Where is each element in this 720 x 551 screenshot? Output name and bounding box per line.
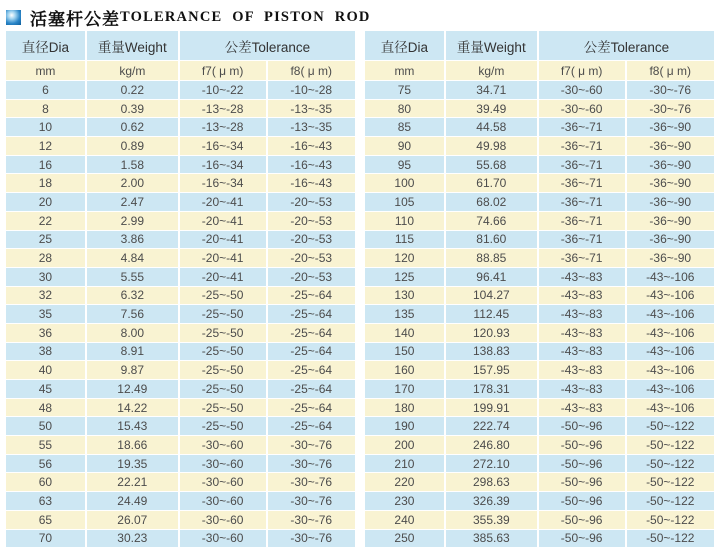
col-header-tolerance: 公差Tolerance [539,31,714,60]
table-cell: 250 [365,530,444,548]
table-cell: -43~-83 [539,380,625,398]
table-cell: -43~-106 [627,287,714,305]
table-row [365,287,714,305]
table-cell: 44.58 [446,118,537,136]
table-cell: -43~-83 [539,305,625,323]
table-cell: 190 [365,417,444,435]
table-cell: 80 [365,100,444,118]
table-cell: 40 [6,361,85,379]
table-cell: -20~-53 [268,268,355,286]
table-cell: 45 [6,380,85,398]
table-cell: -36~-90 [627,174,714,192]
table-cell: -30~-60 [180,473,266,491]
table-cell: -25~-50 [180,417,266,435]
table-cell: 48 [6,399,85,417]
table-cell: -25~-64 [268,399,355,417]
table-cell: -20~-53 [268,231,355,249]
table-row [365,361,714,379]
table-cell: -20~-53 [268,212,355,230]
table-row [6,268,355,286]
table-cell: 120 [365,249,444,267]
unit-kg-m: kg/m [87,61,178,80]
table-cell: 8.91 [87,343,178,361]
table-cell: 24.49 [87,492,178,510]
table-row [6,287,355,305]
table-cell: 81.60 [446,231,537,249]
table-cell: 22 [6,212,85,230]
table-cell: -43~-106 [627,380,714,398]
table-cell: 120.93 [446,324,537,342]
table-cell: 12.49 [87,380,178,398]
table-cell: -43~-83 [539,343,625,361]
table-cell: 135 [365,305,444,323]
table-row [365,268,714,286]
table-cell: 56 [6,455,85,473]
table-cell: -30~-60 [180,455,266,473]
table-cell: 15.43 [87,417,178,435]
table-row [6,343,355,361]
table-cell: -16~-43 [268,137,355,155]
table-cell: 3.86 [87,231,178,249]
table-cell: -20~-53 [268,249,355,267]
table-cell: 36 [6,324,85,342]
table-cell: -50~-96 [539,511,625,529]
table-row [6,137,355,155]
table-row [6,231,355,249]
table-cell: -30~-60 [180,511,266,529]
table-cell: -43~-83 [539,268,625,286]
table-cell: 16 [6,156,85,174]
table-row [365,231,714,249]
page-title-zh: 活塞杆公差 [30,9,120,29]
table-cell: 14.22 [87,399,178,417]
table-cell: -20~-53 [268,193,355,211]
table-cell: -50~-122 [627,436,714,454]
table-cell: 246.80 [446,436,537,454]
table-cell: 210 [365,455,444,473]
table-cell: -25~-50 [180,361,266,379]
table-cell: 150 [365,343,444,361]
unit-row [365,61,714,80]
table-cell: -43~-106 [627,305,714,323]
table-cell: 110 [365,212,444,230]
col-header-tolerance: 公差Tolerance [180,31,355,60]
table-cell: -36~-90 [627,118,714,136]
table-cell: 49.98 [446,137,537,155]
table-cell: -36~-90 [627,193,714,211]
table-cell: 104.27 [446,287,537,305]
table-cell: -25~-64 [268,324,355,342]
table-cell: 55 [6,436,85,454]
table-cell: 385.63 [446,530,537,548]
table-cell: -13~-28 [180,100,266,118]
table-cell: -20~-41 [180,249,266,267]
table-cell: -50~-96 [539,473,625,491]
table-cell: -16~-43 [268,174,355,192]
table-cell: 10 [6,118,85,136]
table-cell: 355.39 [446,511,537,529]
table-row [6,174,355,192]
table-cell: -25~-50 [180,399,266,417]
table-cell: 30.23 [87,530,178,548]
table-row [6,156,355,174]
table-cell: -36~-71 [539,156,625,174]
table-cell: 39.49 [446,100,537,118]
table-cell: -43~-83 [539,287,625,305]
table-cell: -36~-71 [539,193,625,211]
table-cell: -36~-90 [627,249,714,267]
table-cell: 95 [365,156,444,174]
table-row [365,511,714,529]
table-cell: 61.70 [446,174,537,192]
table-row [365,156,714,174]
unit-kg-m: kg/m [446,61,537,80]
table-cell: 19.35 [87,455,178,473]
table-cell: 20 [6,193,85,211]
table-cell: -25~-64 [268,287,355,305]
table-row [365,212,714,230]
table-cell: -16~-43 [268,156,355,174]
table-cell: -36~-90 [627,156,714,174]
table-row [6,455,355,473]
table-cell: 157.95 [446,361,537,379]
table-cell: -30~-60 [539,100,625,118]
table-cell: -43~-106 [627,268,714,286]
table-cell: -25~-64 [268,343,355,361]
unit-f7: f7( μ m) [539,61,625,80]
table-cell: 70 [6,530,85,548]
table-cell: -25~-50 [180,343,266,361]
table-cell: 32 [6,287,85,305]
table-cell: -50~-122 [627,417,714,435]
table-cell: 105 [365,193,444,211]
table-cell: 170 [365,380,444,398]
table-cell: 140 [365,324,444,342]
table-cell: -16~-34 [180,174,266,192]
table-row [365,492,714,510]
table-cell: 100 [365,174,444,192]
table-row [365,174,714,192]
table-cell: 85 [365,118,444,136]
table-cell: -50~-96 [539,436,625,454]
table-cell: 115 [365,231,444,249]
table-cell: -13~-35 [268,100,355,118]
table-cell: 22.21 [87,473,178,491]
unit-f8: f8( μ m) [627,61,714,80]
table-cell: 230 [365,492,444,510]
table-cell: -43~-106 [627,343,714,361]
table-cell: 125 [365,268,444,286]
table-cell: 34.71 [446,81,537,99]
table-cell: 5.55 [87,268,178,286]
table-cell: 25 [6,231,85,249]
table-cell: 8.00 [87,324,178,342]
col-header-dia: 直径Dia [365,31,444,60]
table-cell: 60 [6,473,85,491]
tolerance-tables [0,30,720,548]
table-row [365,399,714,417]
table-cell: -50~-96 [539,455,625,473]
table-cell: 0.62 [87,118,178,136]
table-cell: 90 [365,137,444,155]
table-cell: 18 [6,174,85,192]
table-cell: -30~-76 [268,511,355,529]
table-row [6,324,355,342]
table-row [365,455,714,473]
table-row [6,399,355,417]
table-cell: -36~-90 [627,137,714,155]
table-cell: 30 [6,268,85,286]
table-cell: -30~-76 [627,100,714,118]
table-cell: 63 [6,492,85,510]
table-cell: -43~-83 [539,399,625,417]
col-header-weight: 重量Weight [87,31,178,60]
table-cell: -50~-122 [627,492,714,510]
table-row [365,436,714,454]
table-cell: -10~-22 [180,81,266,99]
table-cell: -50~-96 [539,417,625,435]
table-row [6,380,355,398]
table-cell: 0.89 [87,137,178,155]
table-cell: 4.84 [87,249,178,267]
table-cell: -30~-76 [268,492,355,510]
table-cell: -50~-122 [627,473,714,491]
table-cell: 326.39 [446,492,537,510]
header-row [6,31,355,60]
table-cell: -30~-76 [268,473,355,491]
col-header-dia: 直径Dia [6,31,85,60]
table-row [365,137,714,155]
table-cell: 200 [365,436,444,454]
piston-rod-table-right [363,30,716,548]
table-cell: -20~-41 [180,193,266,211]
table-cell: -30~-60 [180,492,266,510]
table-cell: -36~-90 [627,212,714,230]
table-cell: -30~-60 [539,81,625,99]
table-cell: 50 [6,417,85,435]
piston-rod-table-left [4,30,357,548]
table-cell: -43~-106 [627,324,714,342]
unit-mm: mm [6,61,85,80]
table-cell: 55.68 [446,156,537,174]
table-cell: -36~-71 [539,174,625,192]
header-row [365,31,714,60]
unit-f8: f8( μ m) [268,61,355,80]
table-cell: 160 [365,361,444,379]
table-cell: 96.41 [446,268,537,286]
table-cell: -50~-96 [539,492,625,510]
table-cell: 180 [365,399,444,417]
table-cell: -30~-60 [180,436,266,454]
table-cell: 7.56 [87,305,178,323]
table-row [6,81,355,99]
table-row [6,212,355,230]
table-cell: 38 [6,343,85,361]
table-row [365,81,714,99]
table-cell: -30~-76 [268,455,355,473]
table-cell: -25~-64 [268,361,355,379]
table-cell: -30~-76 [268,530,355,548]
table-cell: 1.58 [87,156,178,174]
table-cell: 35 [6,305,85,323]
table-row [365,417,714,435]
table-cell: -36~-71 [539,212,625,230]
table-row [6,249,355,267]
table-cell: 6.32 [87,287,178,305]
table-cell: -16~-34 [180,137,266,155]
table-cell: -50~-122 [627,511,714,529]
table-cell: 6 [6,81,85,99]
table-cell: -10~-28 [268,81,355,99]
table-cell: 26.07 [87,511,178,529]
table-cell: 2.99 [87,212,178,230]
table-row [6,436,355,454]
table-cell: 272.10 [446,455,537,473]
table-row [6,118,355,136]
unit-f7: f7( μ m) [180,61,266,80]
table-cell: 65 [6,511,85,529]
table-row [6,473,355,491]
table-cell: -43~-106 [627,361,714,379]
table-row [365,305,714,323]
table-cell: 2.47 [87,193,178,211]
table-cell: -16~-34 [180,156,266,174]
table-cell: -36~-71 [539,231,625,249]
table-cell: -25~-50 [180,287,266,305]
table-cell: -30~-60 [180,530,266,548]
unit-mm: mm [365,61,444,80]
col-header-weight: 重量Weight [446,31,537,60]
table-row [6,100,355,118]
title-bar [0,0,720,30]
table-row [365,380,714,398]
table-cell: 74.66 [446,212,537,230]
table-cell: -13~-28 [180,118,266,136]
table-cell: 0.39 [87,100,178,118]
bullet-square-icon [6,10,21,25]
table-cell: 8 [6,100,85,118]
table-cell: -25~-64 [268,417,355,435]
table-cell: -20~-41 [180,212,266,230]
table-cell: 88.85 [446,249,537,267]
table-row [6,492,355,510]
table-row [365,193,714,211]
table-cell: -13~-35 [268,118,355,136]
table-cell: -20~-41 [180,231,266,249]
table-cell: -25~-50 [180,380,266,398]
table-cell: 112.45 [446,305,537,323]
table-cell: 2.00 [87,174,178,192]
table-cell: 199.91 [446,399,537,417]
table-row [365,473,714,491]
table-cell: -36~-71 [539,137,625,155]
table-row [365,100,714,118]
table-cell: 222.74 [446,417,537,435]
table-cell: -43~-83 [539,361,625,379]
table-cell: -36~-90 [627,231,714,249]
table-cell: -20~-41 [180,268,266,286]
table-cell: -43~-106 [627,399,714,417]
table-cell: 130 [365,287,444,305]
table-row [365,324,714,342]
table-cell: -50~-122 [627,455,714,473]
table-cell: -25~-64 [268,380,355,398]
table-row [365,249,714,267]
table-row [6,305,355,323]
unit-row [6,61,355,80]
table-cell: -30~-76 [268,436,355,454]
table-cell: 12 [6,137,85,155]
page-title-en: TOLERANCE OF PISTON ROD [120,8,371,25]
table-cell: 178.31 [446,380,537,398]
table-cell: -36~-71 [539,249,625,267]
table-cell: -43~-83 [539,324,625,342]
table-row [6,193,355,211]
table-cell: -50~-122 [627,530,714,548]
table-cell: 298.63 [446,473,537,491]
table-cell: 28 [6,249,85,267]
table-cell: -25~-50 [180,305,266,323]
table-row [365,118,714,136]
table-row [6,361,355,379]
table-cell: -50~-96 [539,530,625,548]
table-cell: 75 [365,81,444,99]
table-cell: -30~-76 [627,81,714,99]
table-row [6,511,355,529]
table-cell: 18.66 [87,436,178,454]
table-cell: -25~-64 [268,305,355,323]
table-cell: 68.02 [446,193,537,211]
table-cell: -36~-71 [539,118,625,136]
table-cell: 0.22 [87,81,178,99]
table-cell: -25~-50 [180,324,266,342]
table-row [6,417,355,435]
table-row [365,530,714,548]
table-row [365,343,714,361]
table-cell: 240 [365,511,444,529]
table-row [6,530,355,548]
table-cell: 138.83 [446,343,537,361]
table-cell: 9.87 [87,361,178,379]
table-cell: 220 [365,473,444,491]
